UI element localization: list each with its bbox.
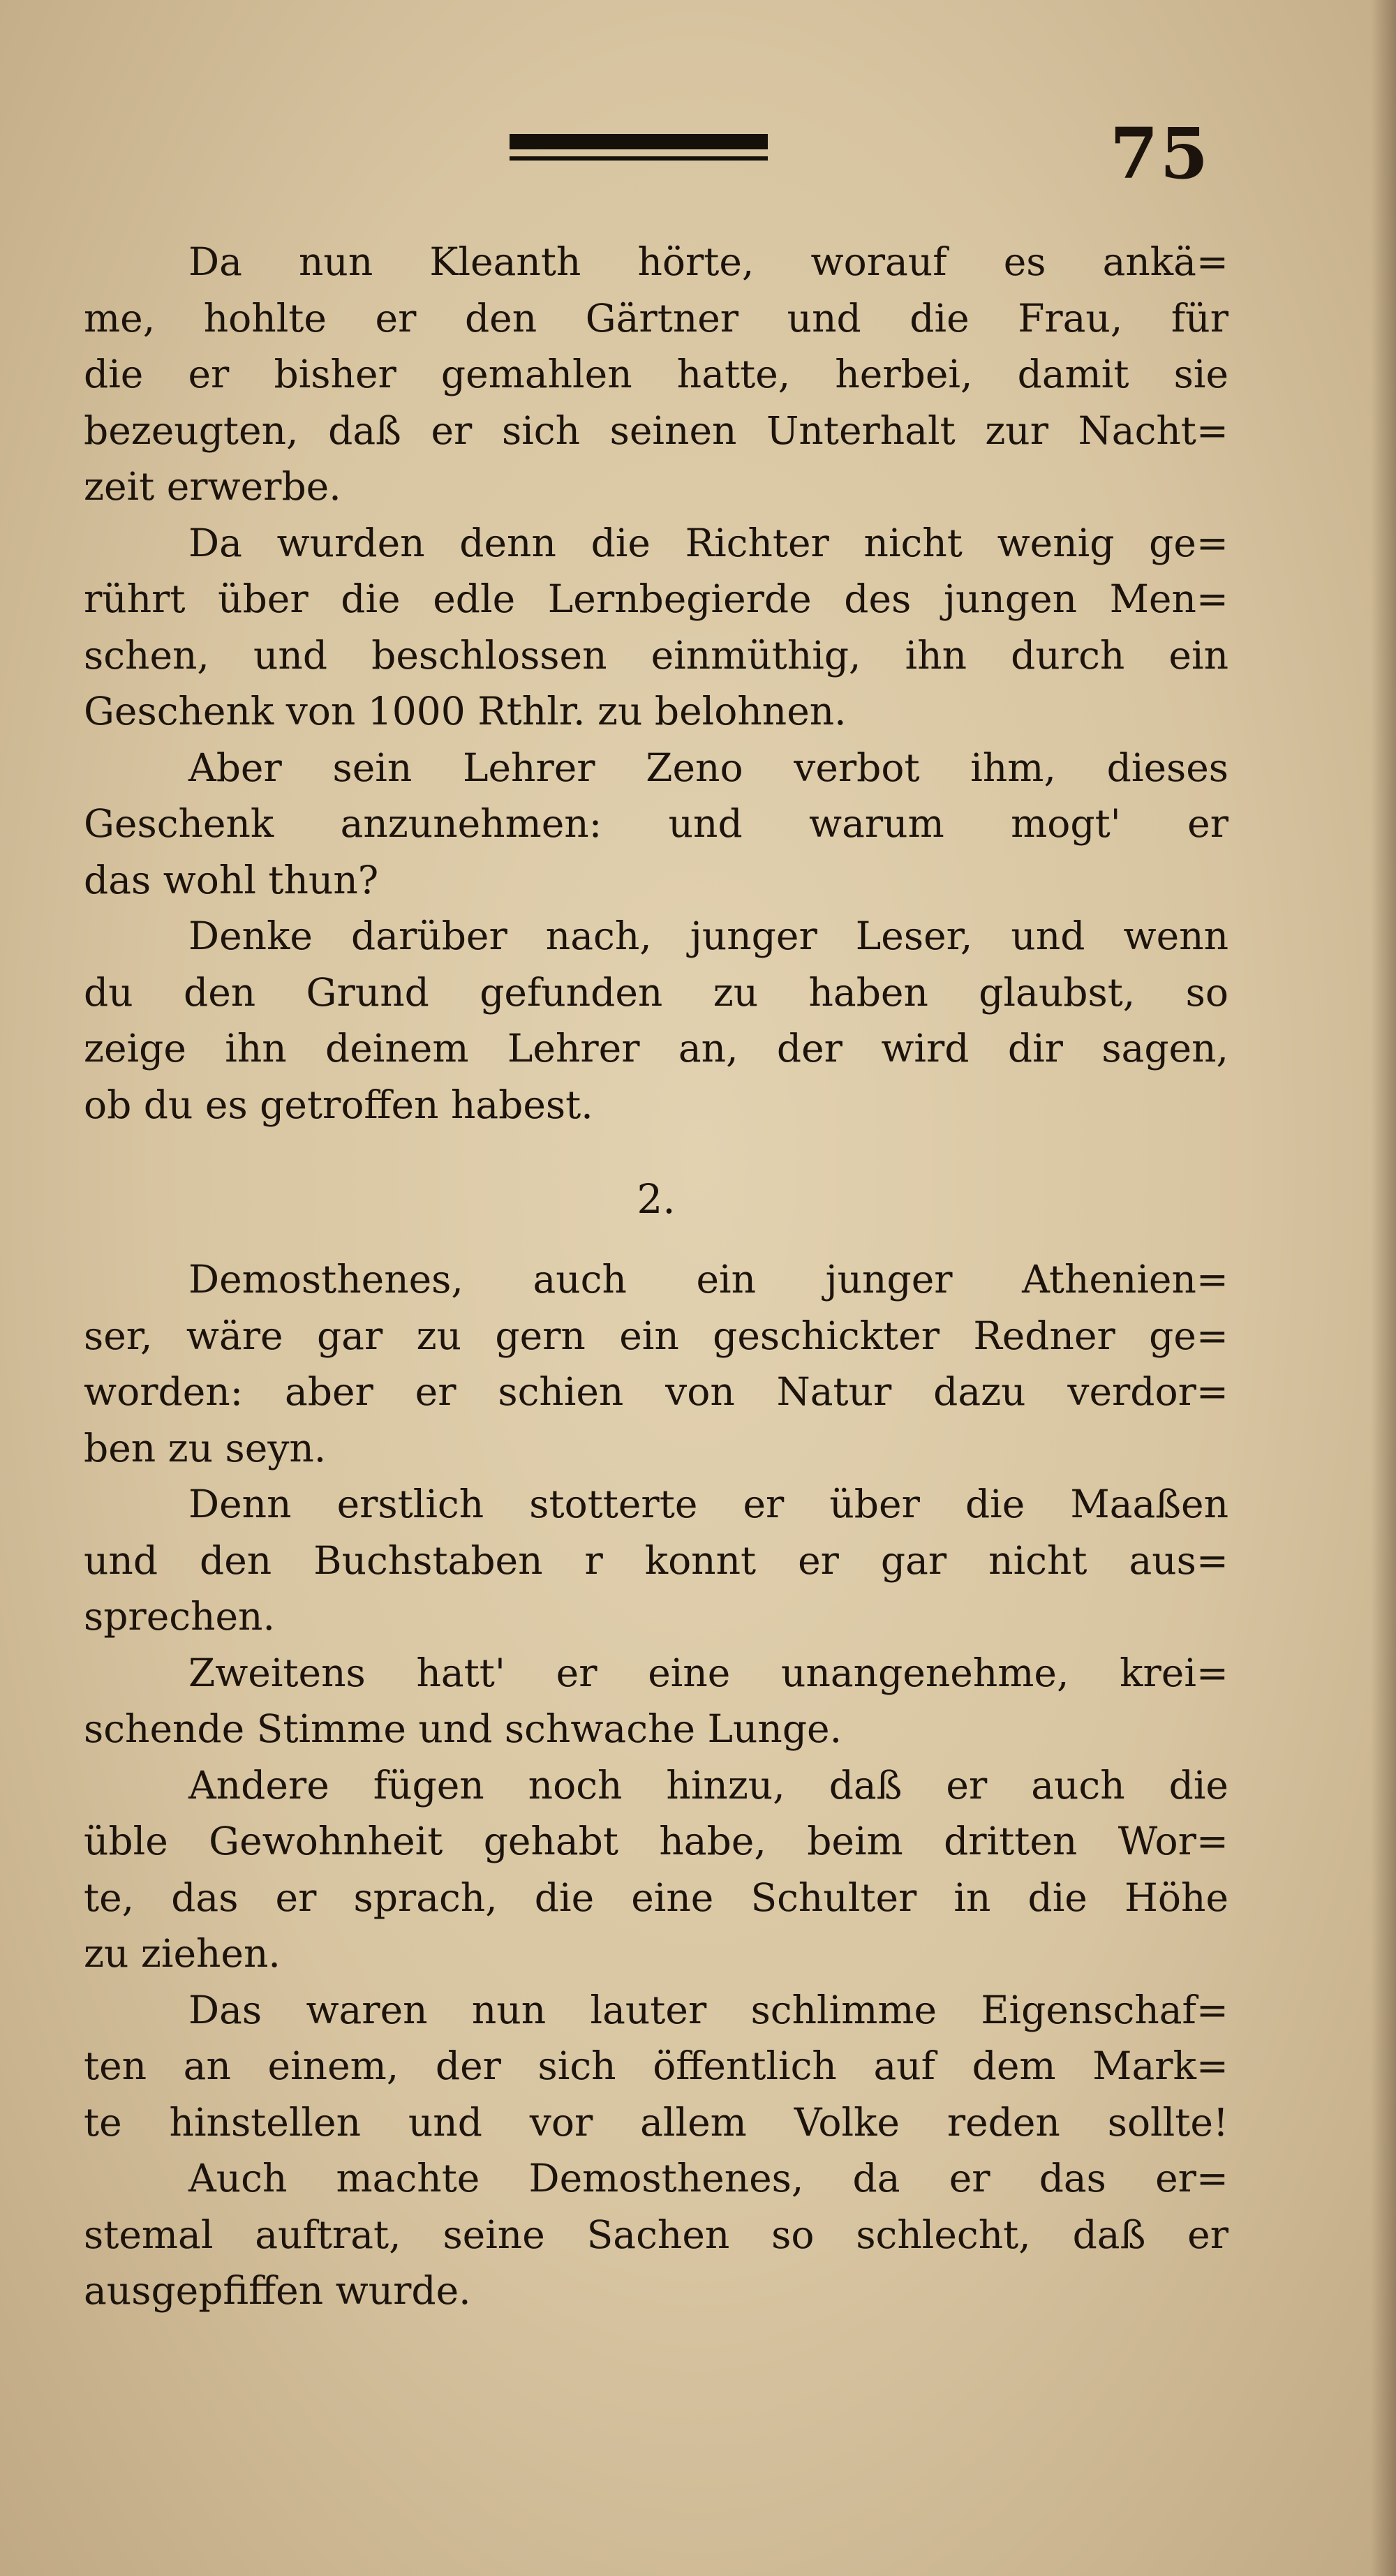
text-line: Aber sein Lehrer Zeno verbot ihm, dieses xyxy=(188,745,1228,790)
header-rule-thick xyxy=(510,134,768,149)
page-number: 75 xyxy=(1110,112,1210,195)
text-line: üble Gewohnheit gehabt habe, beim dritten Wor= xyxy=(84,1819,1228,1863)
paragraphs-after-section xyxy=(84,1251,1228,2319)
header-rule xyxy=(510,134,768,166)
body-text xyxy=(84,234,1228,2319)
page-edge-shadow xyxy=(1371,0,1396,2576)
text-line: ausgepfiffen wurde. xyxy=(84,2268,471,2313)
paragraphs-before-section xyxy=(84,234,1228,1133)
text-line: ser, wäre gar zu gern ein geschickter Redner ge= xyxy=(84,1313,1228,1358)
text-line: me, hohlte er den Gärtner und die Frau, für xyxy=(84,295,1228,341)
text-line: Auch machte Demosthenes, da er das er= xyxy=(188,2156,1228,2201)
text-line: Geschenk anzunehmen: und warum mogt' er xyxy=(84,801,1228,846)
text-line: Demosthenes, auch ein junger Athenien= xyxy=(188,1257,1228,1302)
text-line: ob du es getroffen habest. xyxy=(84,1082,593,1127)
text-line: Das waren nun lauter schlimme Eigenschaf= xyxy=(188,1987,1228,2032)
text-line: Geschenk von 1000 Rthlr. zu belohnen. xyxy=(84,689,847,734)
text-line: ten an einem, der sich öffentlich auf dem Mark= xyxy=(84,2043,1228,2088)
text-line: Da wurden denn die Richter nicht wenig ge= xyxy=(188,520,1228,565)
text-line: Denn erstlich stotterte er über die Maaßen xyxy=(188,1482,1228,1526)
text-line: Zweitens hatt' er eine unangenehme, krei= xyxy=(188,1650,1228,1695)
text-line: sprechen. xyxy=(84,1594,275,1639)
text-line: Da nun Kleanth hörte, worauf es ankä= xyxy=(188,239,1228,284)
text-line: das wohl thun? xyxy=(84,857,379,902)
text-line: worden: aber er schien von Natur dazu verdor= xyxy=(84,1369,1228,1414)
text-line: die er bisher gemahlen hatte, herbei, damit sie xyxy=(84,352,1228,396)
header-rule-thin xyxy=(510,156,768,161)
text-line: Andere fügen noch hinzu, daß er auch die xyxy=(188,1762,1228,1808)
text-line: Denke darüber nach, junger Leser, und wenn xyxy=(188,914,1228,958)
text-line: rührt über die edle Lernbegierde des jungen Men= xyxy=(84,576,1228,621)
text-line: schende Stimme und schwache Lunge. xyxy=(84,1706,842,1751)
text-line: du den Grund gefunden zu haben glaubst, so xyxy=(84,969,1228,1015)
text-line: bezeugten, daß er sich seinen Unterhalt zur Nacht= xyxy=(84,408,1228,453)
text-line: zeige ihn deinem Lehrer an, der wird dir sagen, xyxy=(84,1026,1228,1071)
text-line: te hinstellen und vor allem Volke reden sollte! xyxy=(84,2099,1228,2145)
text-line: te, das er sprach, die eine Schulter in die Höhe xyxy=(84,1875,1228,1920)
text-line: ben zu seyn. xyxy=(84,1425,327,1471)
text-line: und den Buchstaben r konnt er gar nicht aus= xyxy=(84,1538,1228,1583)
text-line: stemal auftrat, seine Sachen so schlecht, daß er xyxy=(84,2212,1228,2257)
text-line: zeit erwerbe. xyxy=(84,464,341,509)
section-number: 2. xyxy=(637,1175,676,1223)
text-line: schen, und beschlossen einmüthig, ihn durch ein xyxy=(84,632,1228,678)
text-line: zu ziehen. xyxy=(84,1931,281,1976)
